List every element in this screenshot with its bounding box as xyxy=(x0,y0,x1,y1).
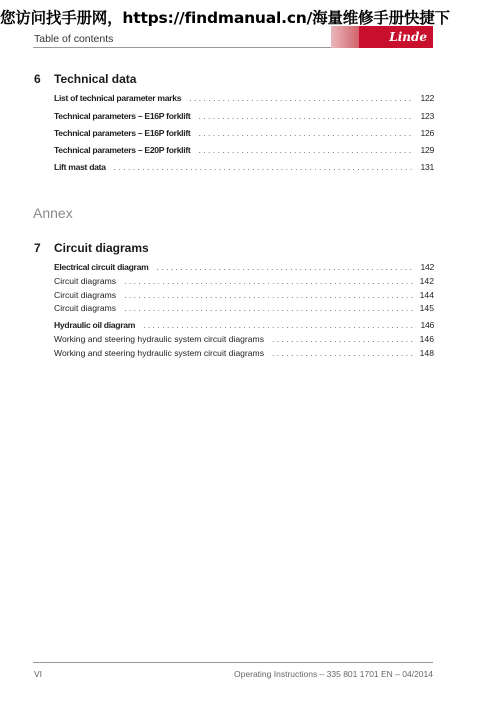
toc-entry[interactable] xyxy=(54,162,434,174)
toc-entry[interactable] xyxy=(54,303,434,315)
toc-entry[interactable] xyxy=(54,320,434,332)
logo-wordmark: Linde xyxy=(359,26,433,48)
toc-entry-page: 123 xyxy=(420,111,434,121)
toc-leader-dots xyxy=(198,111,414,121)
toc-leader-dots xyxy=(156,262,414,272)
toc-entry-label: Electrical circuit diagram xyxy=(54,262,149,272)
toc-entry-label: Circuit diagrams xyxy=(54,276,117,286)
footer-document-info: Operating Instructions – 335 801 1701 EN – 04/2014 xyxy=(234,669,433,679)
chapter-number: 6 xyxy=(34,72,41,86)
toc-entry-page: 144 xyxy=(419,290,434,300)
toc-entry-page: 146 xyxy=(420,320,434,330)
toc-leader-dots xyxy=(124,276,414,286)
toc-entry-label: Technical parameters – E16P forklift xyxy=(54,111,191,121)
toc-entry-page: 142 xyxy=(420,262,434,272)
toc-leader-dots xyxy=(124,290,414,300)
toc-entry-label: List of technical parameter marks xyxy=(54,93,182,103)
toc-entry[interactable] xyxy=(54,348,434,360)
toc-leader-dots xyxy=(124,303,414,313)
toc-entry-label: Hydraulic oil diagram xyxy=(54,320,136,330)
toc-entry-page: 142 xyxy=(419,276,434,286)
toc-entry[interactable] xyxy=(54,145,434,157)
chapter-number: 7 xyxy=(34,241,41,255)
toc-leader-dots xyxy=(198,145,414,155)
footer-page-number: VI xyxy=(34,669,43,679)
toc-entry-label: Working and steering hydraulic system circuit diagrams xyxy=(54,334,264,344)
footer-divider xyxy=(33,662,433,663)
toc-entry-page: 146 xyxy=(419,334,434,344)
toc-entry-label: Circuit diagrams xyxy=(54,290,117,300)
toc-leader-dots xyxy=(198,128,414,138)
toc-entry-label: Technical parameters – E20P forklift xyxy=(54,145,191,155)
chapter-title: Circuit diagrams xyxy=(54,241,149,255)
toc-leader-dots xyxy=(143,320,414,330)
toc-leader-dots xyxy=(114,162,414,172)
toc-entry-page: 129 xyxy=(420,145,434,155)
toc-entry-page: 122 xyxy=(420,93,434,103)
toc-leader-dots xyxy=(189,93,414,103)
toc-entry-label: Working and steering hydraulic system circuit diagrams xyxy=(54,348,264,358)
toc-entry-page: 148 xyxy=(419,348,434,358)
watermark-text: 您访问找手册网，https://findmanual.cn/海量维修手册快捷下 xyxy=(0,9,450,27)
toc-entry-label: Circuit diagrams xyxy=(54,303,117,313)
toc-entry-page: 145 xyxy=(419,303,434,313)
chapter-6-heading xyxy=(34,72,136,86)
toc-entry[interactable] xyxy=(54,262,434,274)
toc-entry-label: Technical parameters – E16P forklift xyxy=(54,128,191,138)
toc-leader-dots xyxy=(272,334,414,344)
annex-heading: Annex xyxy=(33,205,73,221)
toc-entry[interactable] xyxy=(54,111,434,123)
toc-entry-page: 131 xyxy=(420,162,434,172)
toc-entry-page: 126 xyxy=(420,128,434,138)
chapter-title: Technical data xyxy=(54,72,137,86)
toc-entry[interactable] xyxy=(54,93,434,105)
page-header-title: Table of contents xyxy=(34,33,114,45)
toc-entry[interactable] xyxy=(54,128,434,140)
toc-entry[interactable] xyxy=(54,334,434,346)
toc-leader-dots xyxy=(272,348,414,358)
toc-entry[interactable] xyxy=(54,290,434,302)
chapter-7-heading xyxy=(34,241,149,255)
toc-entry[interactable] xyxy=(54,276,434,288)
toc-entry-label: Lift mast data xyxy=(54,162,106,172)
